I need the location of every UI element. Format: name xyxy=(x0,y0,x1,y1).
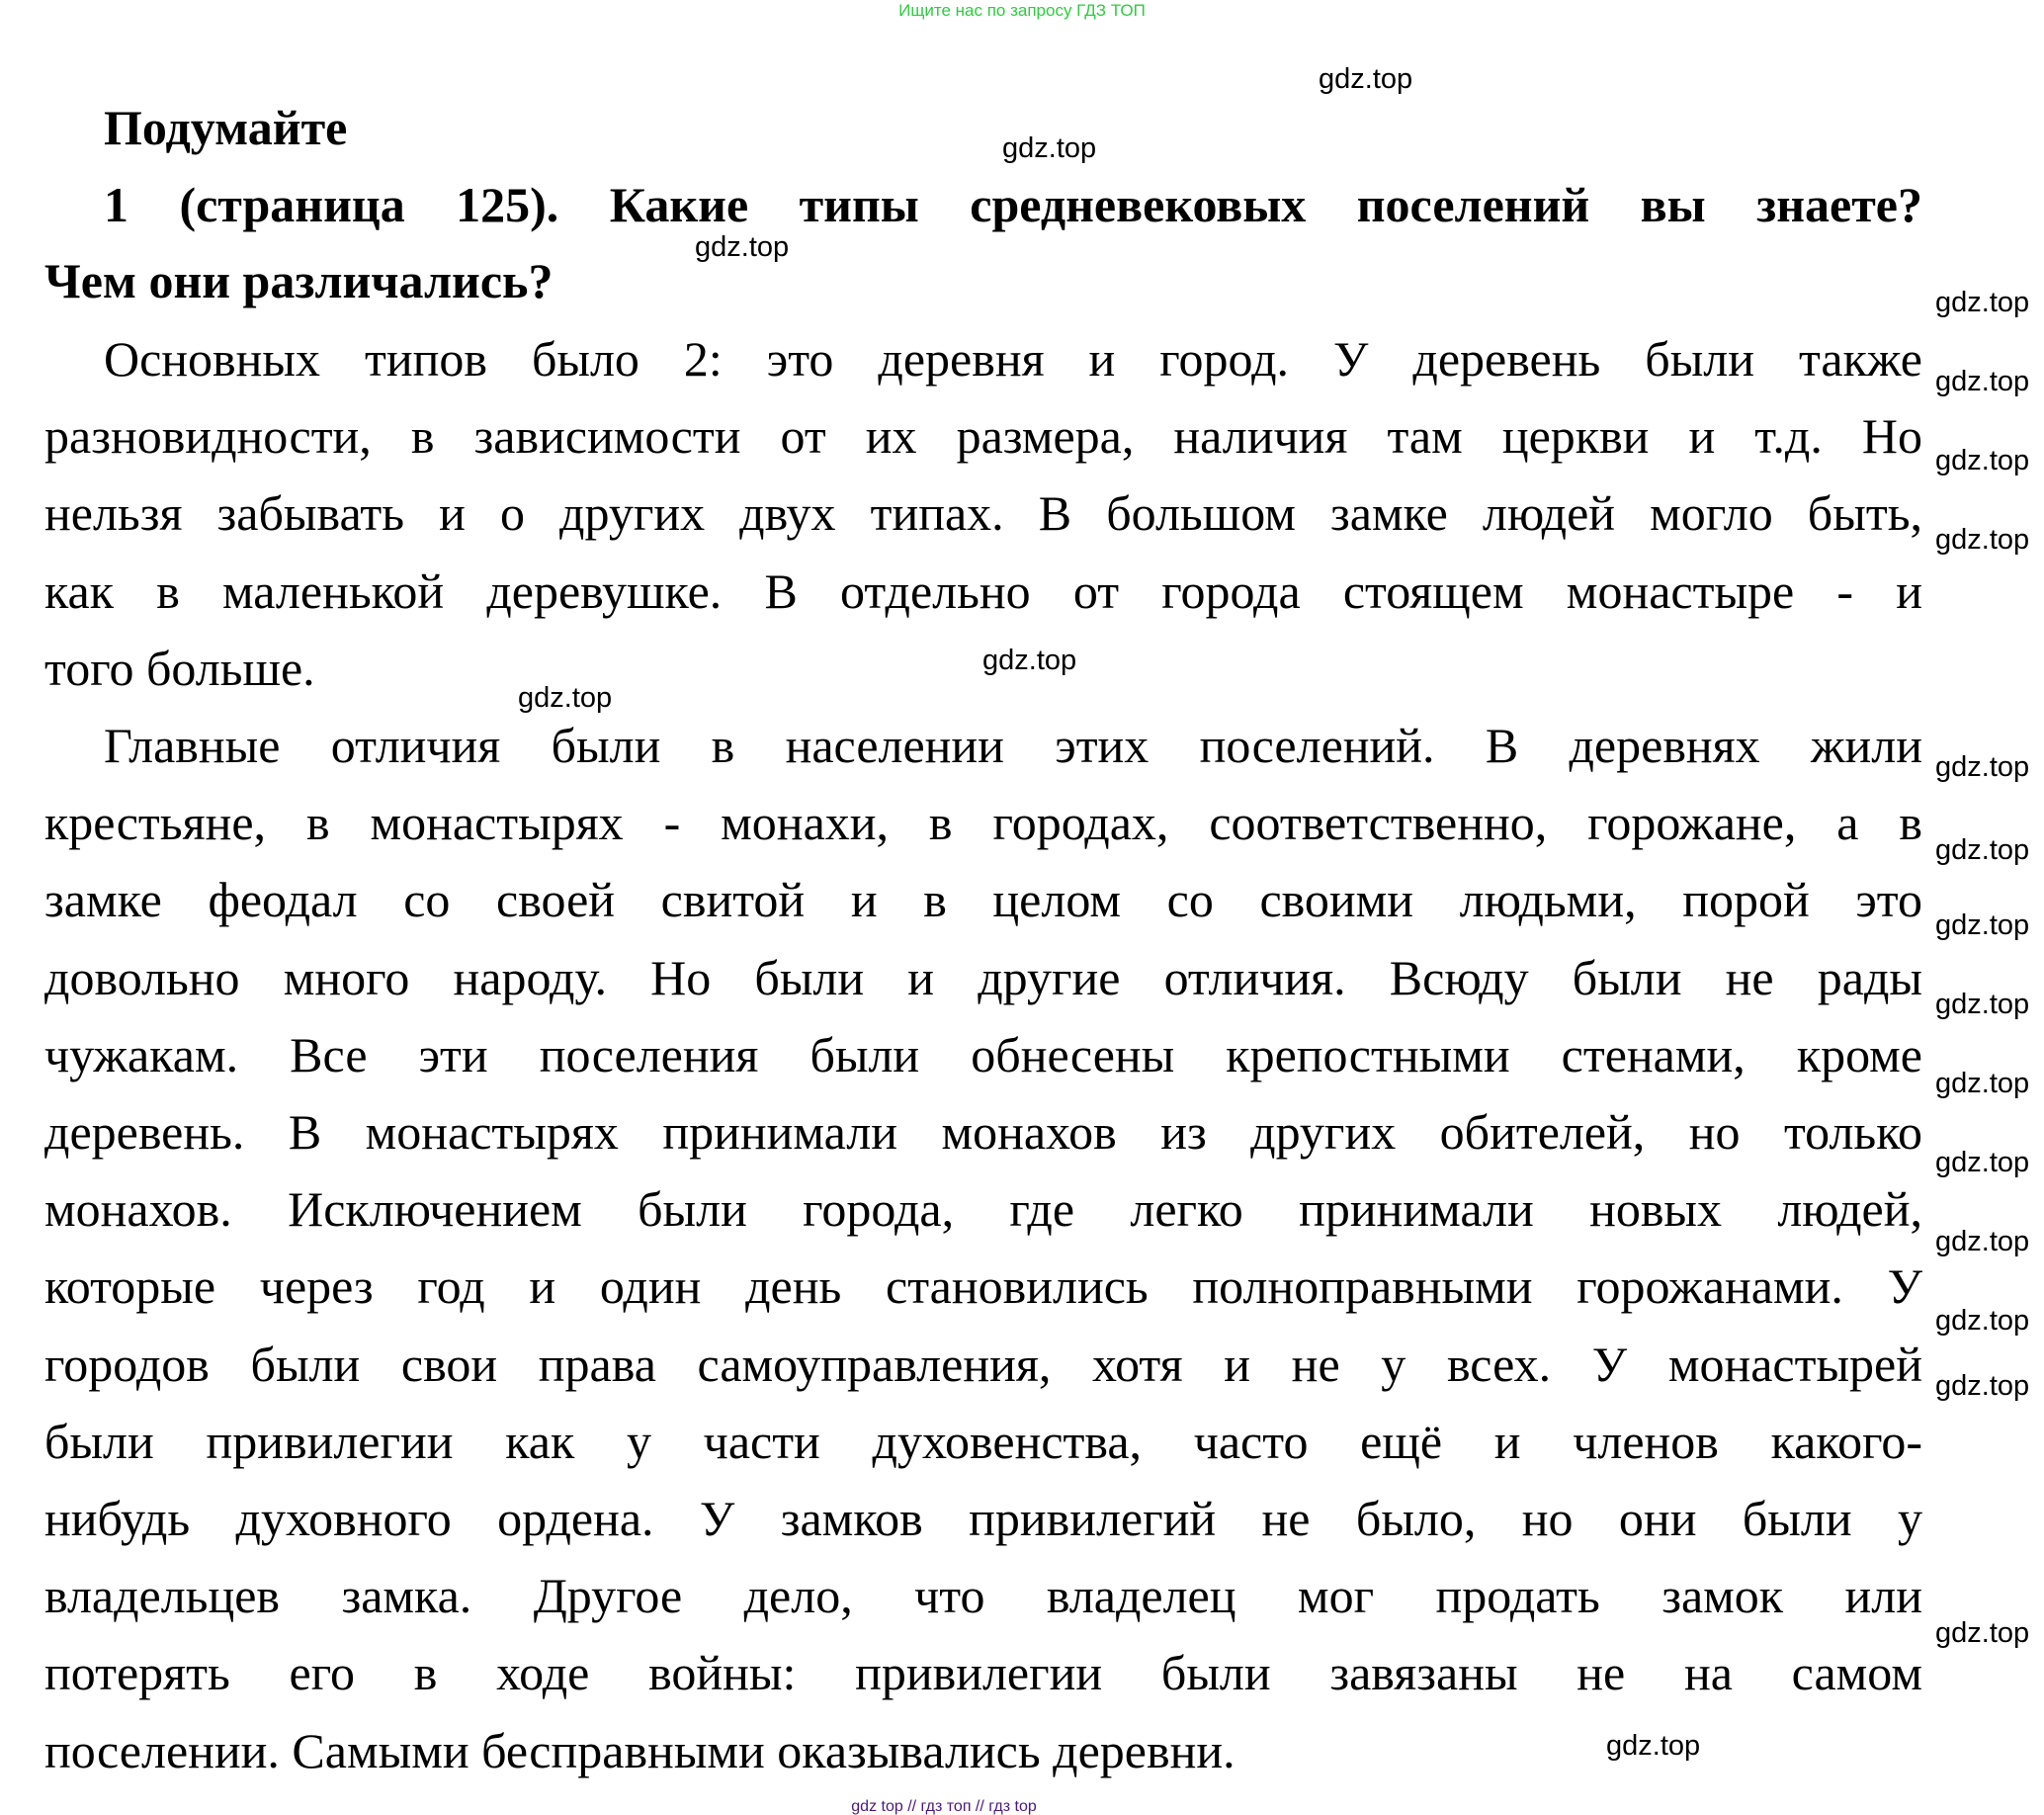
paragraph-line: разновидности, в зависимости от их размера, наличия там церкви и т.д. Но xyxy=(44,408,1922,465)
paragraph-line: того больше. xyxy=(44,640,315,696)
question-line-1: 1 (страница 125). Какие типы средневековых поселений вы знаете? xyxy=(104,177,1922,232)
watermark: gdz.top xyxy=(1002,132,1097,164)
paragraph-line: Главные отличия были в населении этих поселений. В деревнях жили xyxy=(104,718,1922,773)
watermark: gdz.top xyxy=(1935,989,2030,1020)
paragraph-line: владельцев замка. Другое дело, что владелец мог продать замок или xyxy=(44,1568,1922,1624)
watermark: gdz.top xyxy=(518,682,613,714)
watermark: gdz.top xyxy=(1935,366,2030,397)
question-line-2: Чем они различались? xyxy=(44,253,554,308)
paragraph-line: нибудь духовного ордена. У замков привилегий не было, но они были у xyxy=(44,1491,1922,1546)
paragraph-line: потерять его в ходе войны: привилегии были завязаны не на самом xyxy=(44,1645,1922,1701)
paragraph-line: замке феодал со своей свитой и в целом со своими людьми, порой это xyxy=(44,872,1922,928)
watermark: gdz.top xyxy=(695,231,790,263)
paragraph-line: крестьяне, в монастырях - монахи, в городах, соответственно, горожане, а в xyxy=(44,795,1922,851)
paragraph-line: деревень. В монастырях принимали монахов из других обителей, но только xyxy=(44,1104,1922,1160)
watermark: gdz.top xyxy=(1319,63,1413,95)
watermark: gdz.top xyxy=(1935,445,2030,476)
paragraph-line: которые через год и один день становились полноправными горожанами. У xyxy=(44,1258,1922,1315)
watermark: gdz.top xyxy=(1935,1068,2030,1099)
watermark: gdz.top xyxy=(1935,1370,2030,1402)
watermark: gdz.top xyxy=(1935,751,2030,783)
paragraph-line: были привилегии как у части духовенства, часто ещё и членов какого- xyxy=(44,1413,1922,1469)
paragraph-line: как в маленькой деревушке. В отдельно от города стоящем монастыре - и xyxy=(44,562,1922,619)
paragraph-line: монахов. Исключением были города, где легко принимали новых людей, xyxy=(44,1181,1922,1238)
watermark: gdz.top xyxy=(1935,1617,2030,1649)
paragraph-line: нельзя забывать и о других двух типах. В большом замке людей могло быть, xyxy=(44,485,1922,542)
paragraph-line: Основных типов было 2: это деревня и город. У деревень были также xyxy=(104,331,1922,387)
footer-links[interactable]: gdz top // гдз топ // гдз top xyxy=(851,1798,1037,1815)
watermark: gdz.top xyxy=(1935,834,2030,866)
search-banner[interactable]: Ищите нас по запросу ГДЗ ТОП xyxy=(898,1,1146,20)
watermark: gdz.top xyxy=(1606,1730,1701,1762)
paragraph-line: чужакам. Все эти поселения были обнесены крепостными стенами, кроме xyxy=(44,1026,1922,1082)
watermark: gdz.top xyxy=(1935,1226,2030,1257)
watermark: gdz.top xyxy=(1935,287,2030,318)
watermark: gdz.top xyxy=(1935,1305,2030,1337)
watermark: gdz.top xyxy=(1935,1147,2030,1178)
paragraph-line: довольно много народу. Но были и другие отличия. Всюду были не рады xyxy=(44,949,1922,1005)
watermark: gdz.top xyxy=(1935,524,2030,556)
paragraph-line: поселении. Самыми бесправными оказывались деревни. xyxy=(44,1722,1235,1778)
watermark: gdz.top xyxy=(1935,909,2030,941)
paragraph-line: городов были свои права самоуправления, хотя и не у всех. У монастырей xyxy=(44,1336,1922,1392)
watermark: gdz.top xyxy=(982,645,1077,676)
section-heading: Подумайте xyxy=(104,100,348,155)
